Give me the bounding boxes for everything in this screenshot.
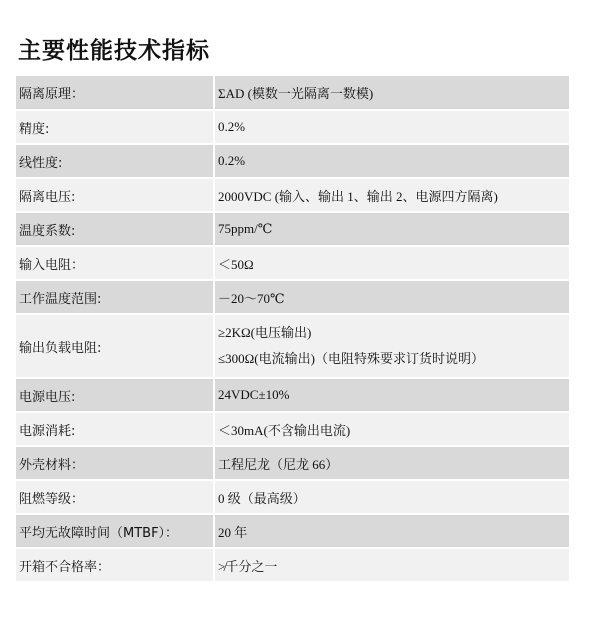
spec-value-line: ≥2KΩ(电压输出) [218, 325, 312, 340]
table-row [16, 446, 569, 480]
table-row [16, 76, 569, 110]
spec-value: 0 级（最高级） [214, 480, 569, 514]
table-row [16, 212, 569, 246]
spec-label: 平均无故障时间（MTBF）： [16, 514, 214, 548]
table-row [16, 246, 569, 280]
table-row [16, 178, 569, 212]
table-row [16, 378, 569, 412]
spec-value: ＜30mA(不含输出电流) [214, 412, 569, 446]
spec-value: 75ppm/℃ [214, 212, 569, 246]
spec-value: ≯千分之一 [214, 548, 569, 582]
spec-value: ＜50Ω [214, 246, 569, 280]
spec-label: 输入电阻： [16, 246, 214, 280]
spec-label: 精度: [16, 110, 214, 144]
spec-label: 电源电压: [16, 378, 214, 412]
table-row [16, 548, 569, 582]
spec-value: 0.2% [214, 144, 569, 178]
spec-label: 输出负载电阻: [16, 314, 214, 378]
spec-value-line: ≤300Ω(电流输出)（电阻特殊要求订货时说明） [218, 351, 484, 366]
spec-label: 隔离电压: [16, 178, 214, 212]
spec-label: 隔离原理： [16, 76, 214, 110]
spec-value: 24VDC±10% [214, 378, 569, 412]
table-row [16, 514, 569, 548]
spec-value: ΣAD (模数一光隔离一数模) [214, 76, 569, 110]
spec-value: 0.2% [214, 110, 569, 144]
spec-label: 电源消耗: [16, 412, 214, 446]
page-title: 主要性能技术指标 [18, 37, 210, 64]
spec-value: 2000VDC (输入、输出 1、输出 2、电源四方隔离) [214, 178, 569, 212]
table-row [16, 412, 569, 446]
spec-label: 温度系数: [16, 212, 214, 246]
spec-label: 外壳材料： [16, 446, 214, 480]
spec-table [16, 76, 569, 583]
spec-value: 20 年 [214, 514, 569, 548]
spec-value: 工程尼龙（尼龙 66） [214, 446, 569, 480]
spec-label: 阻燃等级： [16, 480, 214, 514]
spec-value: －20～70℃ [214, 280, 569, 314]
table-row [16, 110, 569, 144]
table-row [16, 280, 569, 314]
spec-label: 工作温度范围: [16, 280, 214, 314]
table-row [16, 480, 569, 514]
spec-value [214, 314, 569, 378]
spec-label: 线性度: [16, 144, 214, 178]
table-row [16, 144, 569, 178]
table-row [16, 314, 569, 378]
spec-label: 开箱不合格率： [16, 548, 214, 582]
